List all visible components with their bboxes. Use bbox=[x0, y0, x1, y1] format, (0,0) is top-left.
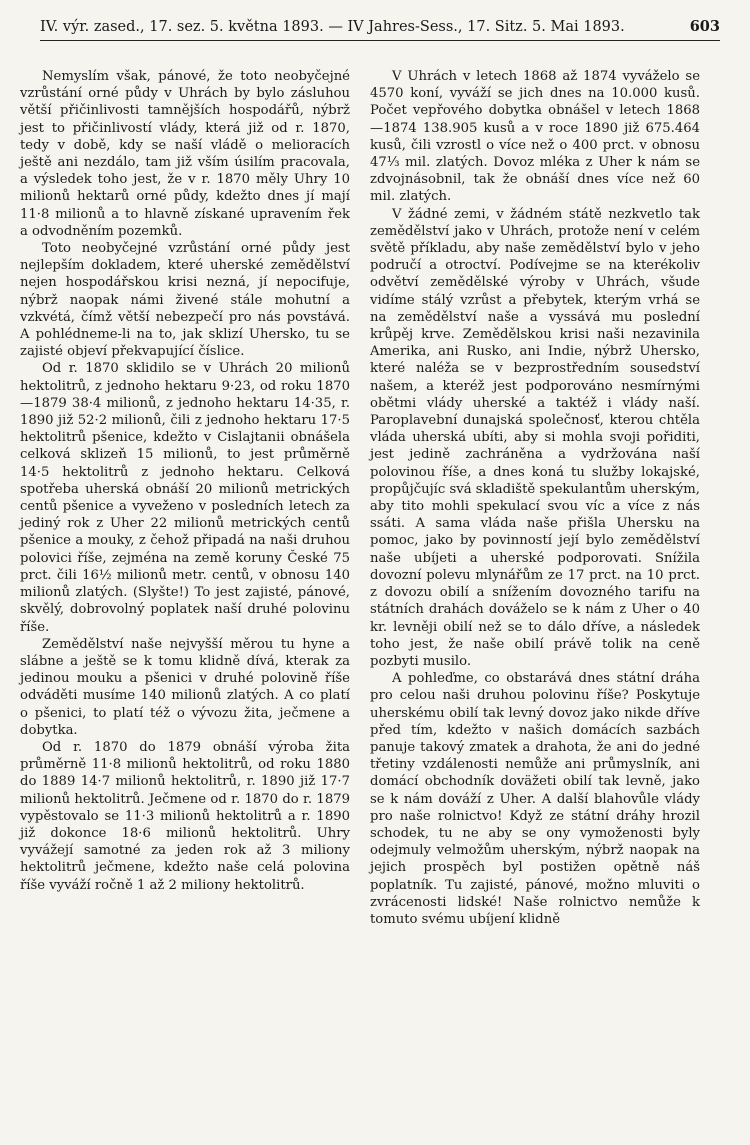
left-column bbox=[20, 68, 350, 894]
right-column bbox=[370, 68, 700, 928]
paragraph: V Uhrách v letech 1868 až 1874 vyváželo se 4570 koní, vyváží se jich dnes na 10.000 kusů. Počet vepřového dobytka obnášel v letech 1868—1874 138.905 kusů a v roce 1890 již 675.464 kusů, čili vzrostl o více než o 400 prct. v obnosu 47⅓ mil. zlatých. Dovoz mléka z Uher k nám se zdvojnásobnil, tak že obnáší dnes více než 60 mil. zlatých. bbox=[370, 69, 700, 205]
paragraph: Toto neobyčejné vzrůstání orné půdy jest nejlepším dokladem, které uherské zemědělství nejen hospodářskou krisi nezná, jí nepocifuje, nýbrž naopak námi živené stále mohutní a vzkvétá, čímž větší nebezpečí pro nás povstává. A pohlédneme-li na to, jak sklizí Uhersko, tu se zajisté objeví překvapující číslice. bbox=[20, 241, 350, 360]
paragraph: Od r. 1870 do 1879 obnáší výroba žita průměrně 11·8 milionů hektolitrů, od roku 1880 do 1889 14·7 milionů hektolitrů, r. 1890 již 17·7 milionů hektolitrů. Ječmene od r. 1870 do r. 1879 vypěstovalo se 11·3 milionů hektolitrů a r. 1890 již dokonce 18·6 milionů hektolitrů. Uhry vyvážejí samotné za jeden rok až 3 miliony hektolitrů ječmene, kdežto naše celá polovina říše vyváží ročně 1 až 2 miliony hektolitrů. bbox=[20, 739, 350, 893]
page-number: 603 bbox=[689, 18, 720, 35]
paragraph: Od r. 1870 sklidilo se v Uhrách 20 milionů hektolitrů, z jednoho hektaru 9·23, od roku 1870—1879 38·4 milionů, z jednoho hektaru 14·35, r. 1890 již 52·2 milionů, čili z jednoho hektaru 17·5 hektolitrů pšenice, kdežto v Cislajtanii obnášela celková sklizeň 15 milionů, to jest průměrně 14·5 hektolitrů z jednoho hektaru. Celková spotřeba uherská obnáší 20 milionů metrických centů pšenice a vyveženo v posledních letech za jediný rok z Uher 22 milionů metrických centů pšenice a mouky, z čehož připadá na naši druhou polovici říše, zejména na země koruny České 75 prct. čili 16½ milionů metr. centů, v obnosu 140 milionů zlatých. (Slyšte!) To jest zajisté, pánové, skvělý, dobrovolný poplatek naší druhé polovinu říše. bbox=[20, 361, 350, 635]
header-session-title: IV. výr. zased., 17. sez. 5. května 1893. — IV Jahres-Sess., 17. Sitz. 5. Mai 1893. bbox=[40, 19, 625, 35]
paragraph: Zemědělství naše nejvyšší měrou tu hyne a slábne a ještě se k tomu klidně dívá, kterak za jedinou mouku a pšenici v druhé polovině říše odváděti musíme 140 milionů zlatých. A co platí o pšenici, to platí též o vývozu žita, ječmene a dobytka. bbox=[20, 636, 350, 738]
running-header bbox=[40, 18, 720, 41]
paragraph: V žádné zemi, v žádném státě nezkvetlo tak zemědělství jako v Uhrách, protože není v celém světě příkladu, aby naše zemědělství bylo v jeho područí a otroctví. Podívejme se na kterékoliv odvětví zemědělské výroby v Uhrách, všude vidíme stálý vzrůst a přebytek, kterým vrhá se na zemědělství naše a vyssává mu poslední krůpěj krve. Zemědělskou krisi naši nezavinila Amerika, ani Rusko, ani Indie, nýbrž Uhersko, které naléža se v bezprostředním sousedství našem, a kteréž jest podporováno nesmírnými obětmi vlády uherské a taktéž i vlády naší. Paroplavební dunajská společnosť, kterou chtěla vláda uherská ubíti, aby si mohla svoji pořiditi, jest jedině zachráněna a vydržována naší polovinou říše, a dnes koná tu služby lokajské, propůjčujíc svá skladiště spekulantům uherským, aby tito mohli spekulací svou víc a více z nás ssáti. A sama vláda naše přišla Uhersku na pomoc, jako by povinností její bylo zemědělství naše ubíjeti a uherské podporovati. Snížila dovozní polevu mlynářům ze 17 prct. na 10 prct. z dovozu obilí a snížením dovozného tarifu na státních drahách dováželo se k nám z Uher o 40 kr. levněji obilí než se to dálo dříve, a následek toho jest, že naše obilí právě tolik na ceně pozbyti musilo. bbox=[370, 206, 700, 669]
paragraph: A pohleďme, co obstarává dnes státní dráha pro celou naši druhou polovinu říše? Poskytuje uherskému obilí tak levný dovoz jako nikde dříve před tím, kdežto v našich domácích sazbách panuje takový zmatek a drahota, že ani do jedné třetiny vzdálenosti nemůže ani průmyslník, ani domácí obchodník doväžeti obilí tak levně, jako se k nám dováží z Uher. A další blahovůle vlády pro naše rolnictvo! Když ze státní dráhy hrozil schodek, tu ne aby se ony vymoženosti byly odejmuly velmožům uherským, nýbrž naopak na jejich prospěch byl postižen opětně náš poplatník. Tu zajisté, pánové, možno mluviti o zvrácenosti lidské! Naše rolnictvo nemůže k tomuto svému ubíjení klidně bbox=[370, 671, 700, 927]
paragraph: Nemyslím však, pánové, že toto neobyčejné vzrůstání orné půdy v Uhrách by bylo zásluhou větší přičinlivosti tamnějších hospodářů, nýbrž jest to přičinlivostí vlády, která již od r. 1870, tedy v době, kdy se naší vládě o melioracích ještě ani nezdálo, tam již vším úsilím pracovala, a výsledek toho jest, že v r. 1870 měly Uhry 10 milionů hektarů orné půdy, kdežto dnes jí mají 11·8 milionů a to hlavně získané upravením řek a odvodněním pozemků. bbox=[20, 69, 350, 239]
